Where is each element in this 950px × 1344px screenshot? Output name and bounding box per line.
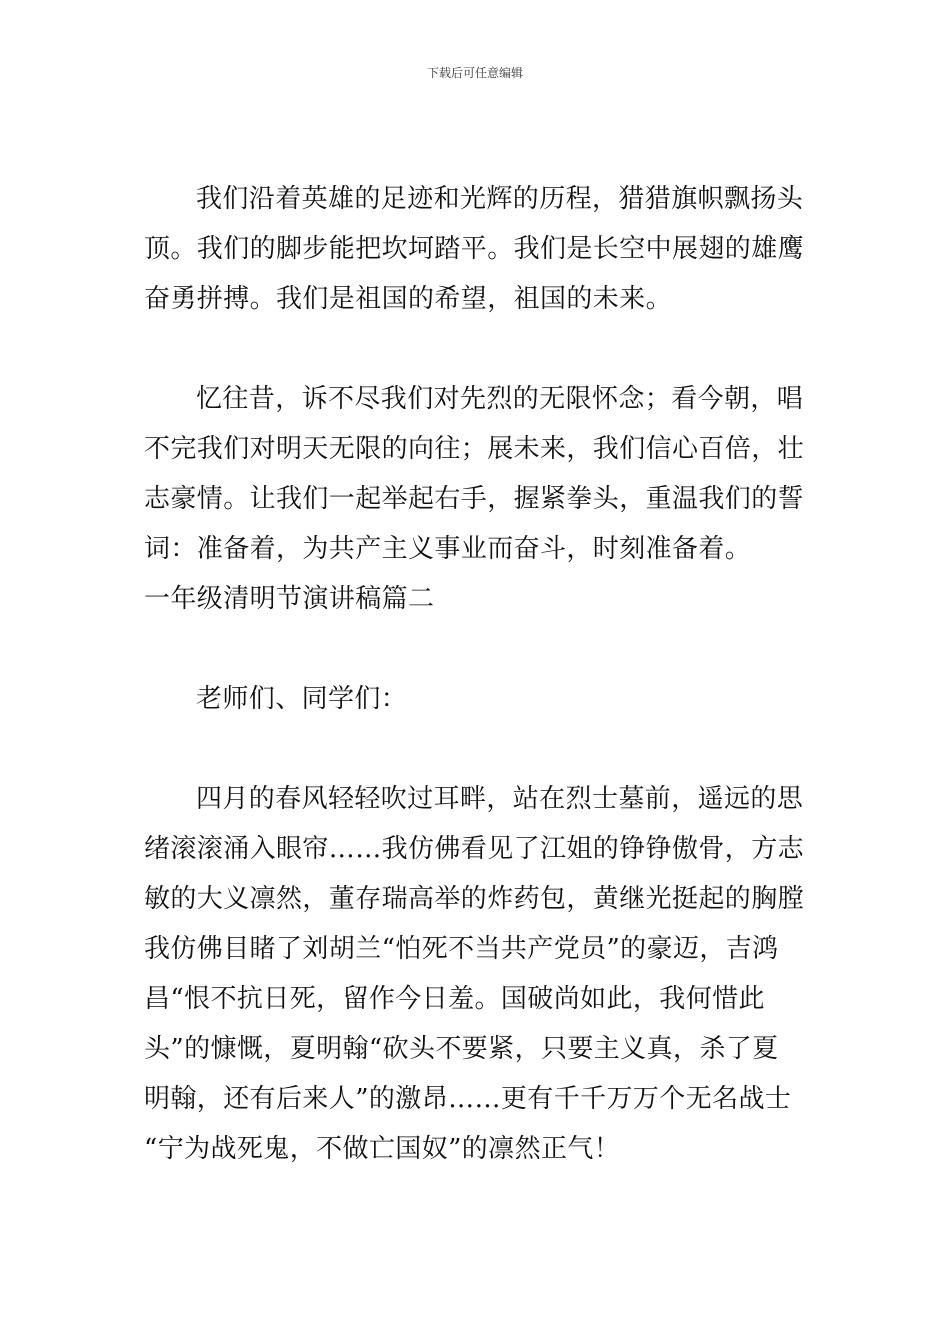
paragraph-3-line-4: 我仿佛目睹了刘胡兰“怕死不当共产党员”的豪迈，吉鸿	[144, 934, 779, 964]
paragraph-3-line-2: 绪滚滚涌入眼帘……我仿佛看见了江姐的铮铮傲骨，方志	[144, 834, 805, 864]
paragraph-3-line-1: 四月的春风轻轻吹过耳畔，站在烈士墓前，遥远的思	[196, 784, 804, 814]
page-header: 下载后可任意编辑	[426, 66, 523, 80]
paragraph-2-line-2: 不完我们对明天无限的向往；展未来，我们信心百倍，壮	[144, 434, 805, 464]
salutation: 老师们、同学们：	[196, 684, 408, 714]
paragraph-3-line-8: “宁为战死鬼，不做亡国奴”的凛然正气！	[144, 1134, 621, 1164]
paragraph-2-line-1: 忆往昔，诉不尽我们对先烈的无限怀念；看今朝，唱	[196, 384, 804, 414]
paragraph-2-line-3: 志豪情。让我们一起举起右手，握紧拳头，重温我们的誓	[144, 484, 805, 514]
paragraph-3-line-6: 头”的慷慨，夏明翰“砍头不要紧，只要主义真，杀了夏	[144, 1034, 779, 1064]
paragraph-3-line-7: 明翰，还有后来人”的激昂……更有千千万万个无名战士	[144, 1084, 792, 1114]
paragraph-3-line-5: 昌“恨不抗日死，留作今日羞。国破尚如此，我何惜此	[144, 984, 765, 1014]
paragraph-3-line-3: 敏的大义凛然，董存瑞高举的炸药包，黄继光挺起的胸膛	[144, 884, 805, 914]
section-heading: 一年级清明节演讲稿篇二	[144, 584, 435, 614]
paragraph-1-line-1: 我们沿着英雄的足迹和光辉的历程，猎猎旗帜飘扬头	[196, 184, 804, 214]
paragraph-2-line-4: 词：准备着，为共产主义事业而奋斗，时刻准备着。	[144, 534, 752, 564]
paragraph-1-line-2: 顶。我们的脚步能把坎坷踏平。我们是长空中展翅的雄鹰	[144, 234, 805, 264]
paragraph-1-line-3: 奋勇拼搏。我们是祖国的希望，祖国的未来。	[144, 284, 673, 314]
